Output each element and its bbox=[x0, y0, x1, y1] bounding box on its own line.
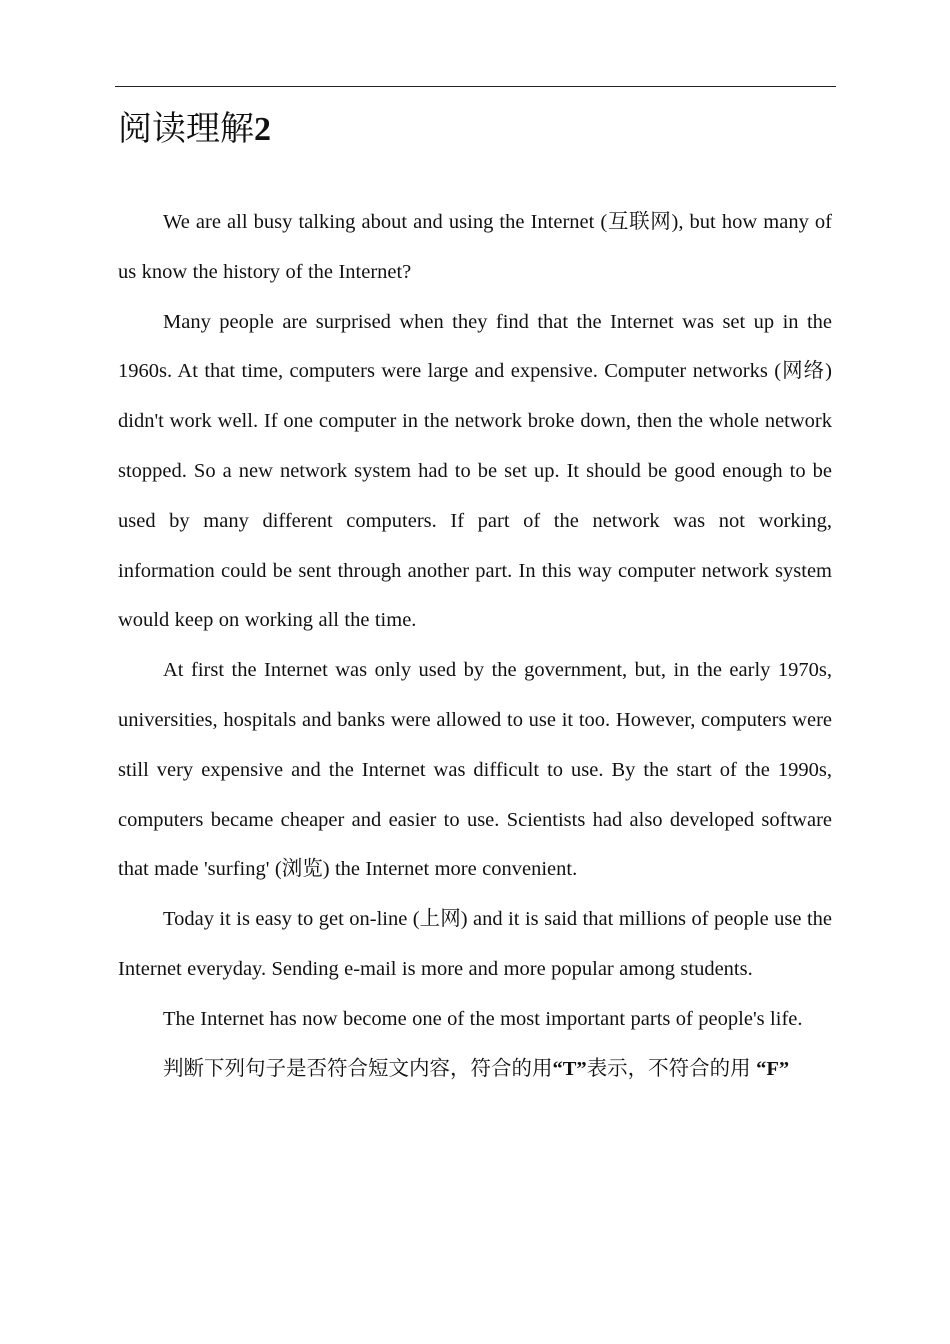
instruction-part-2: 表示，不符合的用 bbox=[586, 1057, 757, 1080]
page-title bbox=[118, 105, 271, 155]
passage bbox=[118, 198, 832, 1094]
paragraph: Today it is easy to get on-line (上网) and it is said that millions of people use the Internet everyday. Sending e-mail is more and more popular among students. bbox=[118, 908, 832, 980]
paragraph: The Internet has now become one of the most important parts of people's life. bbox=[163, 1007, 803, 1030]
true-mark: “T” bbox=[552, 1057, 587, 1080]
title-number: 2 bbox=[254, 111, 271, 148]
instruction-part-1: 判断下列句子是否符合短文内容，符合的用 bbox=[163, 1057, 553, 1080]
header-rule bbox=[115, 86, 836, 87]
paragraph: We are all busy talking about and using the Internet (互联网), but how many of us know the history of the Internet? bbox=[118, 211, 832, 283]
false-mark: “F” bbox=[756, 1057, 790, 1080]
title-text: 阅读理解 bbox=[118, 111, 254, 148]
question-instructions bbox=[118, 1045, 832, 1095]
paragraph: At first the Internet was only used by the government, but, in the early 1970s, universities, hospitals and banks were allowed to use it too. However, computers were still very expensive and the Internet was difficult to use. By the start of the 1990s, computers became cheaper and easier to use. Scientists had also developed software that made 'surfing' (浏览) the Internet more convenient. bbox=[118, 659, 832, 881]
paragraph: Many people are surprised when they find that the Internet was set up in the 1960s. At that time, computers were large and expensive. Computer networks (网络) didn't work well. If one computer in the network broke down, then the whole network stopped. So a new network system had to be set up. It should be good enough to be used by many different computers. If part of the network was not working, information could be sent through another part. In this way computer network system would keep on working all the time. bbox=[118, 310, 832, 632]
